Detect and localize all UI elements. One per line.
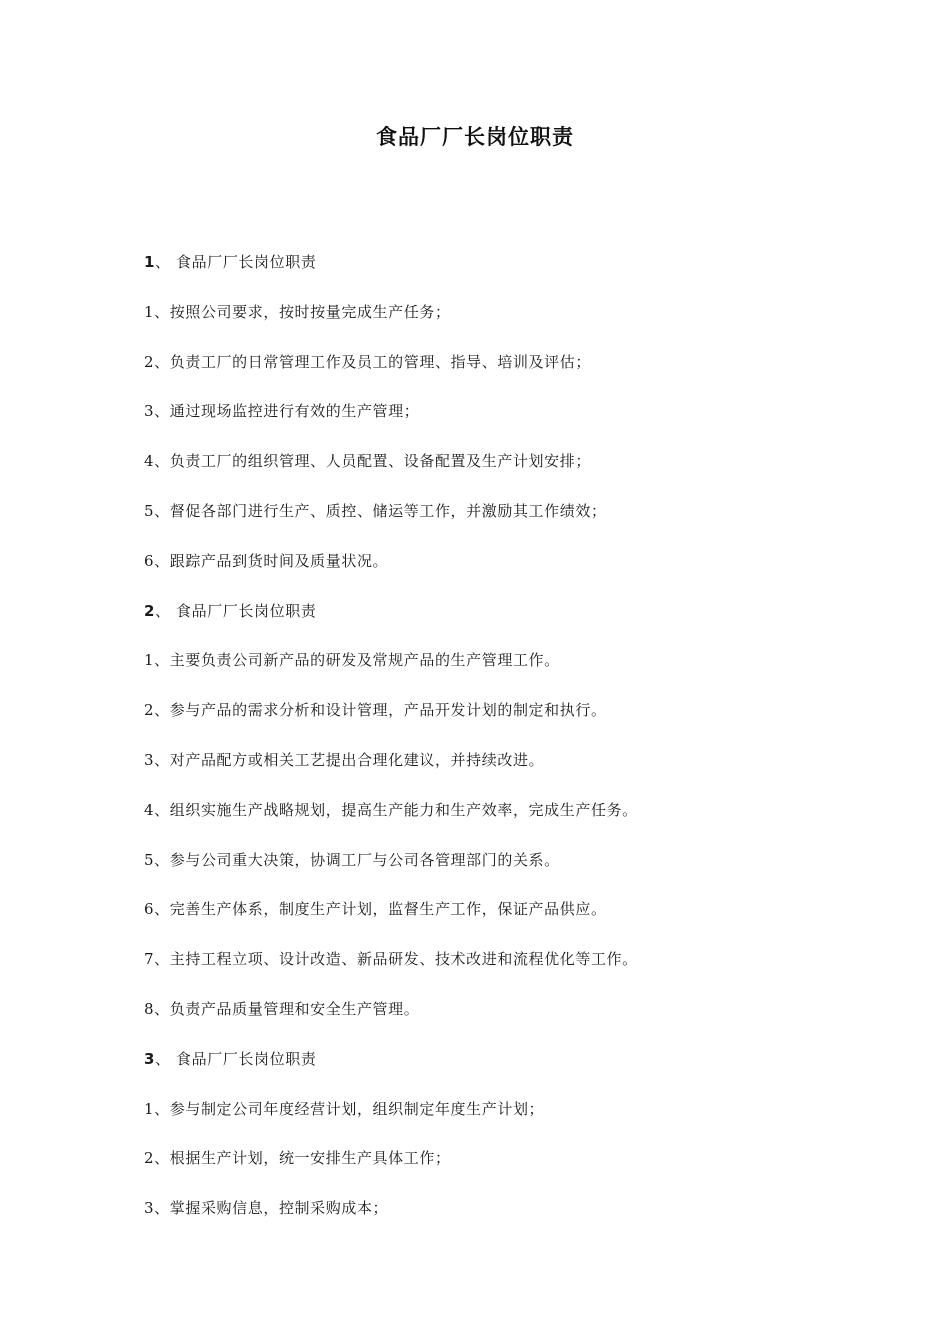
section-heading-text: 、 食品厂厂长岗位职责 <box>155 253 317 271</box>
list-item: 7、主持工程立项、设计改造、新品研发、技术改进和流程优化等工作。 <box>144 950 638 969</box>
list-item: 2、参与产品的需求分析和设计管理，产品开发计划的制定和执行。 <box>144 701 607 720</box>
list-item: 8、负责产品质量管理和安全生产管理。 <box>144 999 420 1018</box>
list-item: 1、主要负责公司新产品的研发及常规产品的生产管理工作。 <box>144 651 560 670</box>
section-number: 2 <box>144 601 156 620</box>
section-heading <box>144 248 844 298</box>
document-body <box>144 248 844 1244</box>
document-title: 食品厂厂长岗位职责 <box>376 125 574 149</box>
list-item: 5、参与公司重大决策，协调工厂与公司各管理部门的关系。 <box>144 850 560 869</box>
list-item: 3、掌握采购信息，控制采购成本； <box>144 1199 389 1218</box>
list-item: 4、组织实施生产战略规划，提高生产能力和生产效率，完成生产任务。 <box>144 800 638 819</box>
list-item: 6、跟踪产品到货时间及质量状况。 <box>144 551 389 570</box>
list-item: 1、按照公司要求，按时按量完成生产任务； <box>144 302 451 321</box>
list-item: 3、通过现场监控进行有效的生产管理； <box>144 402 420 421</box>
list-item: 2、根据生产计划，统一安排生产具体工作； <box>144 1149 451 1168</box>
section-heading-text: 、 食品厂厂长岗位职责 <box>155 1049 317 1068</box>
list-item: 2、负责工厂的日常管理工作及员工的管理、指导、培训及评估； <box>144 352 591 371</box>
section-heading <box>144 597 844 647</box>
section-number: 1 <box>144 253 156 271</box>
list-item: 3、对产品配方或相关工艺提出合理化建议，并持续改进。 <box>144 750 545 769</box>
section-number: 3 <box>144 1049 156 1068</box>
list-item: 5、督促各部门进行生产、质控、储运等工作，并激励其工作绩效； <box>144 501 607 520</box>
section-heading-text: 、 食品厂厂长岗位职责 <box>155 601 317 620</box>
list-item: 6、完善生产体系，制度生产计划，监督生产工作，保证产品供应。 <box>144 900 607 919</box>
list-item: 1、参与制定公司年度经营计划，组织制定年度生产计划； <box>144 1099 545 1118</box>
list-item: 4、负责工厂的组织管理、人员配置、设备配置及生产计划安排； <box>144 452 591 471</box>
section-heading <box>144 1045 844 1095</box>
